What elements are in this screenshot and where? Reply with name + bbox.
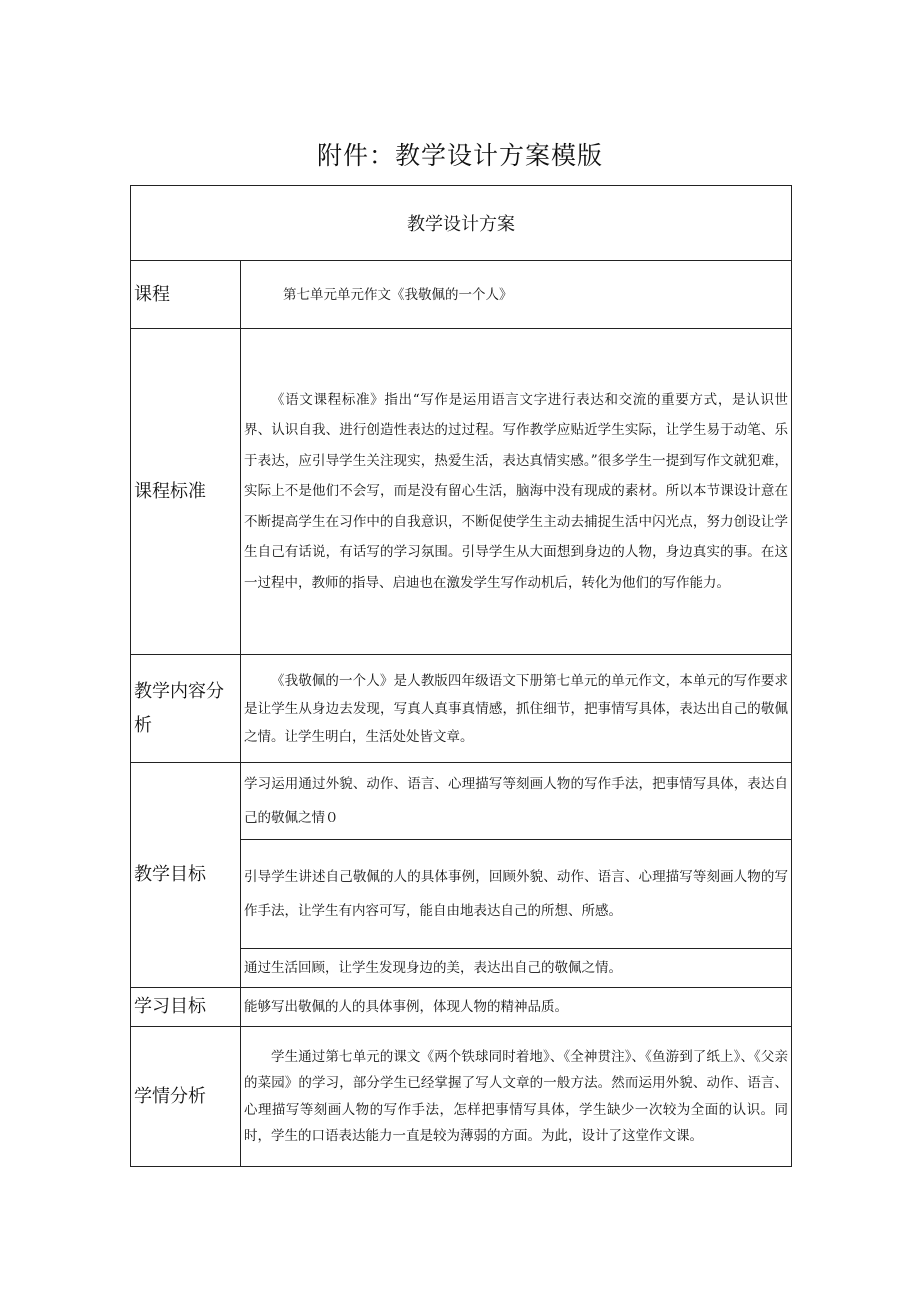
teaching-goals-label: 教学目标 xyxy=(131,763,241,988)
teaching-goal-1: 学习运用通过外貌、动作、语言、心理描写等刻画人物的写作手法，把事情写具体，表达自己的敬佩之情０ xyxy=(244,776,788,826)
teaching-goal-3: 通过生活回顾，让学生发现身边的美，表达出自己的敬佩之情。 xyxy=(244,960,622,976)
teaching-goal-1-cell xyxy=(241,763,792,840)
course-label: 课程 xyxy=(131,261,241,329)
teaching-goal-2-cell xyxy=(241,840,792,949)
standard-row xyxy=(131,329,792,655)
standard-text: 《语文课程标准》指出“写作是运用语言文字进行表达和交流的重要方式，是认识世界、认识自我、进行创造性表达的过过程。写作教学应贴近学生实际，让学生易于动笔、乐于表达，应引导学生关注现实，热爱生活，表达真情实感。”很多学生一提到写作文就犯难，实际上不是他们不会写，而是没有留心生活，脑海中没有现成的素材。所以本节课设计意在不断提高学生在习作中的自我意识，不断促使学生主动去捕捉生活中闪光点，努力创设让学生自己有话说，有话写的学习氛围。引导学生从大面想到身边的人物，身边真实的事。在这一过程中，教师的指导、启迪也在激发学生写作动机后，转化为他们的写作能力。 xyxy=(244,391,788,591)
learning-goal-row xyxy=(131,988,792,1027)
teaching-design-table xyxy=(130,185,792,1167)
content-analysis-text: 《我敬佩的一个人》是人教版四年级语文下册第七单元的单元作文，本单元的写作要求是让学生从身边去发现，写真人真事真情感，抓住细节，把事情写具体，表达出自己的敬佩之情。让学生明白，生活处处皆文章。 xyxy=(244,672,788,745)
student-analysis-row xyxy=(131,1027,792,1167)
table-header-row xyxy=(131,186,792,261)
page-title: 附件：教学设计方案模版 xyxy=(316,141,603,170)
content-analysis-row xyxy=(131,655,792,763)
content-analysis-cell xyxy=(241,655,792,763)
student-analysis-cell xyxy=(241,1027,792,1167)
student-analysis-label: 学情分析 xyxy=(131,1027,241,1167)
teaching-goal-row-1 xyxy=(131,763,792,840)
course-value: 第七单元单元作文《我敬佩的一个人》 xyxy=(283,286,513,303)
table-header: 教学设计方案 xyxy=(131,186,792,261)
standard-label: 课程标准 xyxy=(131,329,241,655)
standard-cell xyxy=(241,329,792,655)
learning-goal-text: 能够写出敬佩的人的具体事例，体现人物的精神品质。 xyxy=(244,999,568,1015)
teaching-goal-3-cell xyxy=(241,949,792,988)
content-analysis-label: 教学内容分析 xyxy=(131,655,241,763)
student-analysis-text: 学生通过第七单元的课文《两个铁球同时着地》、《全神贯注》、《鱼游到了纸上》、《父亲的菜园》的学习，部分学生已经掌握了写人文章的一般方法。然而运用外貌、动作、语言、心理描写等刻画人物的写作手法，怎样把事情写具体，学生缺少一次较为全面的认识。同时，学生的口语表达能力一直是较为薄弱的方面。为此，设计了这堂作文课。 xyxy=(244,1048,788,1144)
course-row xyxy=(131,261,792,329)
teaching-goal-2: 引导学生讲述自己敬佩的人的具体事例，回顾外貌、动作、语言、心理描写等刻画人物的写作手法，让学生有内容可写，能自由地表达自己的所想、所感。 xyxy=(244,869,788,919)
learning-goal-label: 学习目标 xyxy=(131,988,241,1027)
course-value-cell xyxy=(241,261,792,329)
learning-goal-cell xyxy=(241,988,792,1027)
